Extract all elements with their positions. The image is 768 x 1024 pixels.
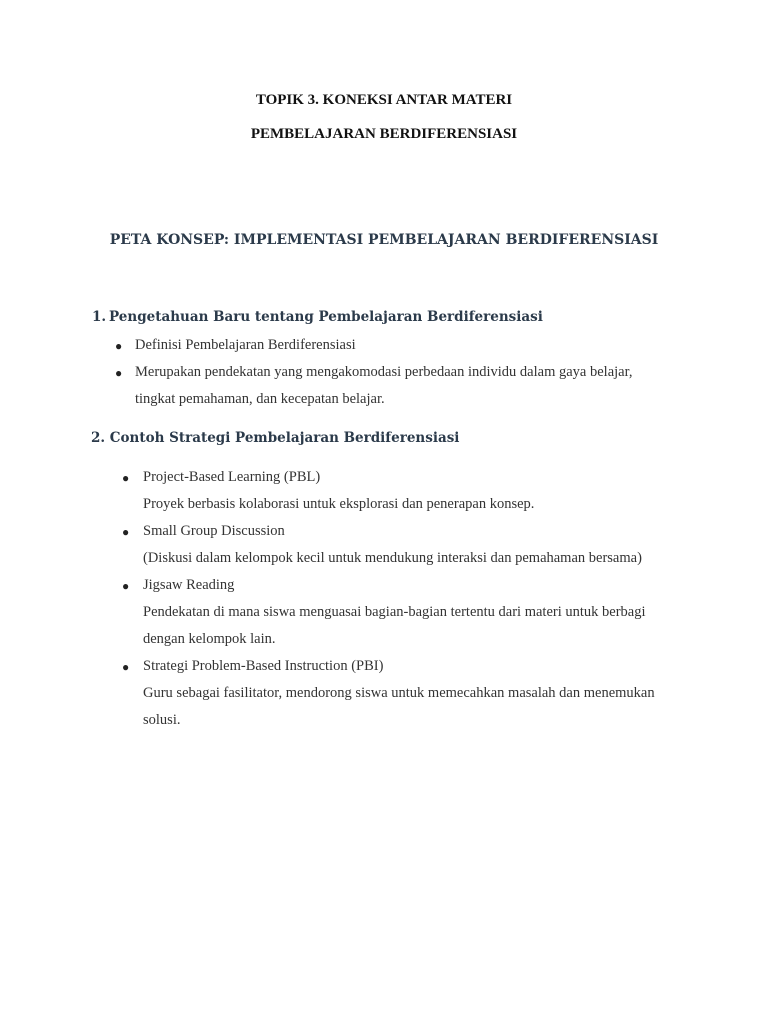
section-1-heading-text: Pengetahuan Baru tentang Pembelajaran Berdiferensiasi — [109, 309, 543, 325]
section-1-heading — [92, 309, 543, 325]
strategy-description: Guru sebagai fasilitator, mendorong siswa untuk memecahkan masalah dan menemukan — [143, 685, 655, 701]
strategy-description-continuation: solusi. — [143, 712, 181, 728]
section-1-number: 1. — [92, 309, 107, 325]
list-item-continuation: tingkat pemahaman, dan kecepatan belajar. — [135, 391, 385, 407]
bullet-icon: ● — [122, 660, 130, 674]
strategy-description-continuation: dengan kelompok lain. — [143, 631, 276, 647]
document-subtitle: PEMBELAJARAN BERDIFERENSIASI — [250, 126, 518, 142]
strategy-label: Jigsaw Reading — [143, 577, 235, 593]
strategy-label: Small Group Discussion — [143, 523, 285, 539]
list-item: Definisi Pembelajaran Berdiferensiasi — [135, 337, 356, 353]
strategy-description: (Diskusi dalam kelompok kecil untuk mendukung interaksi dan pemahaman bersama) — [143, 550, 642, 566]
bullet-icon: ● — [122, 525, 130, 539]
concept-map-title: PETA KONSEP: IMPLEMENTASI PEMBELAJARAN BERDIFERENSIASI — [109, 232, 659, 248]
section-2-heading: 2. Contoh Strategi Pembelajaran Berdiferensiasi — [91, 430, 460, 446]
list-item: Merupakan pendekatan yang mengakomodasi perbedaan individu dalam gaya belajar, — [135, 364, 633, 380]
strategy-description: Proyek berbasis kolaborasi untuk eksplorasi dan penerapan konsep. — [143, 496, 535, 512]
bullet-icon: ● — [122, 579, 130, 593]
bullet-icon: ● — [122, 471, 130, 485]
strategy-description: Pendekatan di mana siswa menguasai bagian-bagian tertentu dari materi untuk berbagi — [143, 604, 646, 620]
bullet-icon: ● — [115, 366, 123, 380]
strategy-label: Strategi Problem-Based Instruction (PBI) — [143, 658, 384, 674]
strategy-label: Project-Based Learning (PBL) — [143, 469, 321, 485]
bullet-icon: ● — [115, 339, 123, 353]
document-title: TOPIK 3. KONEKSI ANTAR MATERI — [255, 92, 513, 108]
